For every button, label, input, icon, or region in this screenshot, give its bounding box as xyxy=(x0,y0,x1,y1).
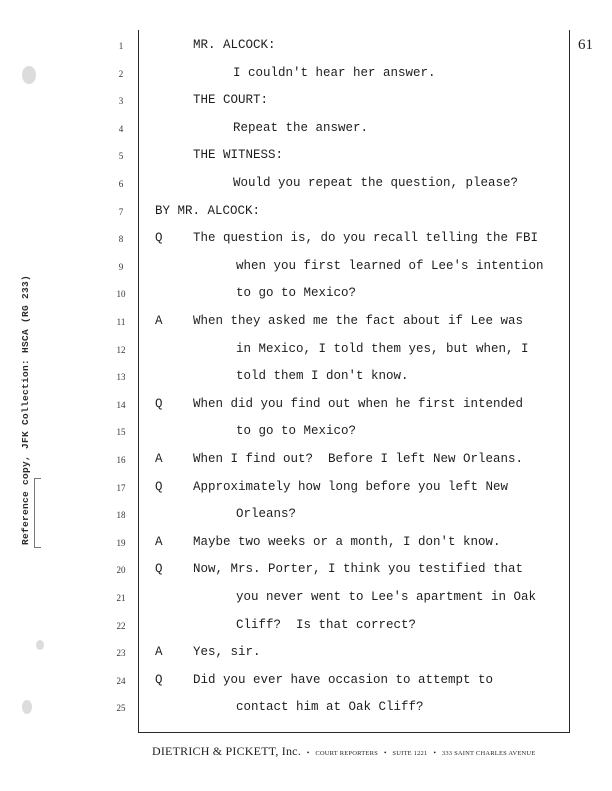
question-marker: Q xyxy=(155,479,163,494)
answer-marker: A xyxy=(155,645,163,660)
line-number: 3 xyxy=(118,96,124,107)
reporter-firm-name: DIETRICH & PICKETT, Inc. xyxy=(152,744,301,758)
line-number: 23 xyxy=(116,648,126,659)
line-number: 18 xyxy=(116,510,126,521)
line-number: 8 xyxy=(118,234,124,245)
reporter-suite: SUITE 1221 xyxy=(392,750,428,757)
line-number: 25 xyxy=(116,703,126,714)
transcript-line-text: I couldn't hear her answer. xyxy=(233,65,436,80)
page-number: 61 xyxy=(578,37,593,53)
line-number: 19 xyxy=(116,537,126,548)
line-number: 12 xyxy=(116,344,126,355)
transcript-line-text: The question is, do you recall telling the FBI xyxy=(193,231,539,246)
question-marker: Q xyxy=(155,562,163,577)
transcript-line-text: MR. ALCOCK: xyxy=(193,38,276,52)
archive-reference-stamp: Reference copy, JFK Collection: HSCA (RG 233) xyxy=(20,274,31,545)
line-number: 14 xyxy=(116,399,126,410)
line-number: 9 xyxy=(118,261,124,272)
transcript-line-text: you never went to Lee's apartment in Oak xyxy=(236,590,537,604)
line-number: 15 xyxy=(116,427,126,438)
line-number: 4 xyxy=(118,123,124,134)
transcript-line-text: contact him at Oak Cliff? xyxy=(236,700,424,715)
transcript-line-text: in Mexico, I told them yes, but when, I xyxy=(236,341,529,356)
reporter-service: COURT REPORTERS xyxy=(315,750,378,757)
transcript-line-text: Now, Mrs. Porter, I think you testified that xyxy=(193,562,524,577)
line-number: 5 xyxy=(118,151,124,162)
question-marker: Q xyxy=(155,672,163,687)
transcript-line-text: When they asked me the fact about if Lee was xyxy=(193,314,524,328)
line-number: 7 xyxy=(118,206,124,217)
transcript-line-text: Orleans? xyxy=(236,507,297,522)
transcript-line-text: to go to Mexico? xyxy=(236,424,357,439)
footer-separator: • xyxy=(383,749,387,757)
transcript-line-text: When I find out? Before I left New Orleans. xyxy=(193,452,524,466)
line-number: 1 xyxy=(118,41,124,51)
line-number: 16 xyxy=(116,455,126,465)
answer-marker: A xyxy=(155,534,163,549)
transcript-line-text: BY MR. ALCOCK: xyxy=(155,203,261,218)
line-number: 24 xyxy=(116,675,126,686)
reporter-footer xyxy=(152,744,536,759)
line-number: 22 xyxy=(116,620,126,631)
margin-smudge-middle xyxy=(36,640,44,650)
question-marker: Q xyxy=(155,396,163,411)
transcript-line-text: When did you find out when he first intended xyxy=(193,396,524,411)
line-number: 2 xyxy=(118,68,124,79)
transcript-line-text: THE COURT: xyxy=(193,93,269,108)
line-number: 6 xyxy=(118,179,124,189)
transcript-line-text: Would you repeat the question, please? xyxy=(233,176,519,190)
margin-smudge-top xyxy=(22,66,36,84)
transcript-line-text: THE WITNESS: xyxy=(193,148,284,163)
answer-marker: A xyxy=(155,314,163,328)
transcript-line-text: to go to Mexico? xyxy=(236,286,357,301)
line-number: 13 xyxy=(116,372,126,383)
margin-smudge-bottom xyxy=(22,700,32,714)
transcript-line-text: Approximately how long before you left New xyxy=(193,479,509,494)
answer-marker: A xyxy=(155,452,163,466)
reporter-address: 333 SAINT CHARLES AVENUE xyxy=(441,750,536,757)
transcript-line-text: when you first learned of Lee's intention xyxy=(236,258,544,273)
transcript-line-text: Maybe two weeks or a month, I don't know. xyxy=(193,534,501,549)
transcript-line-text: Yes, sir. xyxy=(193,645,261,660)
footer-separator: • xyxy=(306,749,310,757)
transcript-line-text: Repeat the answer. xyxy=(233,120,369,135)
line-number: 11 xyxy=(116,317,126,327)
line-number: 20 xyxy=(116,565,126,576)
transcript-line-text: Cliff? Is that correct? xyxy=(236,617,417,632)
line-number: 21 xyxy=(116,593,126,603)
question-marker: Q xyxy=(155,231,163,246)
stamp-bracket xyxy=(34,478,41,548)
line-number: 17 xyxy=(116,482,126,493)
transcript-line-text: Did you ever have occasion to attempt to xyxy=(193,672,494,687)
transcript-line-text: told them I don't know. xyxy=(236,369,409,384)
line-number: 10 xyxy=(116,289,126,300)
footer-separator: • xyxy=(433,749,436,757)
